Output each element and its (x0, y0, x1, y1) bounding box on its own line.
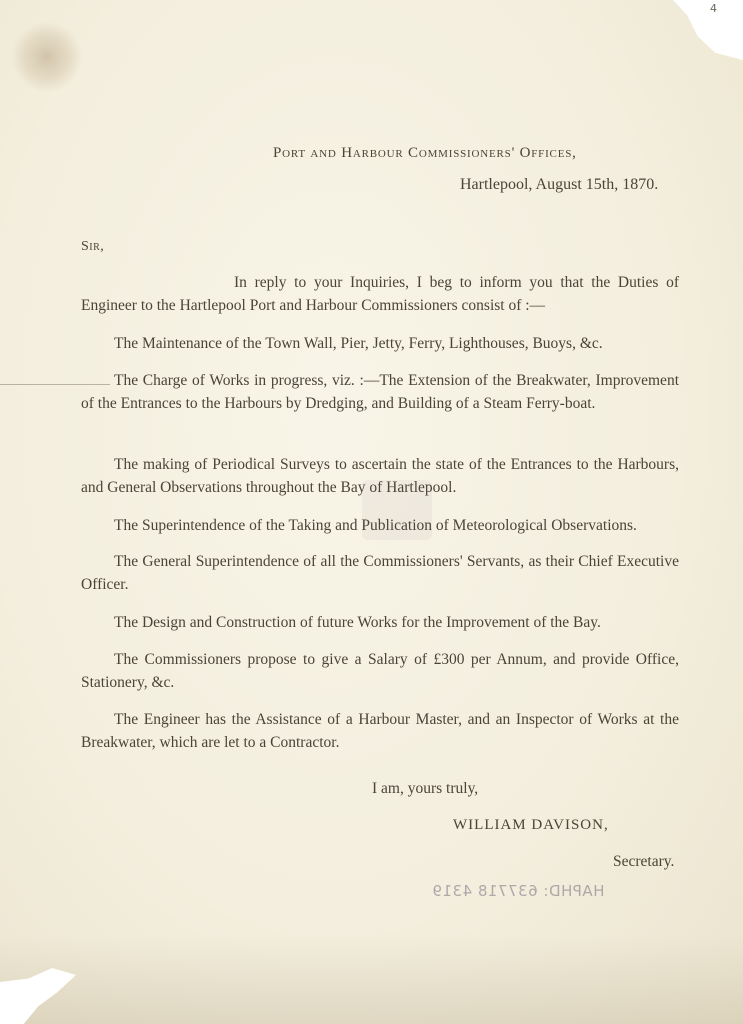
duty-paragraph: The Charge of Works in progress, viz. :—The Extension of the Breakwater, Improvement of the Entrances to the Harbours by Dredging, and Building of a Steam Ferry-boat. (81, 372, 679, 412)
duty-paragraph: The Superintendence of the Taking and Publication of Meteorological Observations. (114, 517, 637, 534)
duty-paragraph: The Maintenance of the Town Wall, Pier, Jetty, Ferry, Lighthouses, Buoys, &c. (114, 335, 603, 352)
closing: I am, yours truly, (372, 780, 479, 797)
letterhead: Port and Harbour Commissioners' Offices, (273, 145, 577, 161)
edge-discoloration (0, 934, 743, 1024)
page-number: 4 (710, 2, 717, 15)
salutation: Sir, (81, 239, 105, 254)
place-and-date: Hartlepool, August 15th, 1870. (460, 176, 659, 193)
water-stain (12, 22, 82, 92)
assistance-paragraph: The Engineer has the Assistance of a Harbour Master, and an Inspector of Works at the Breakwater, which are let to a Contractor. (81, 711, 679, 751)
archive-reference: HAPHD: 637718 4319 (432, 882, 605, 900)
salary-paragraph: The Commissioners propose to give a Salary of £300 per Annum, and provide Office, Stationery, &c. (81, 651, 679, 691)
duty-paragraph: The General Superintendence of all the Commissioners' Servants, as their Chief Executive Officer. (81, 553, 679, 593)
signer-title: Secretary. (613, 853, 675, 870)
intro-paragraph: In reply to your Inquiries, I beg to inform you that the Duties of Engineer to the Hartlepool Port and Harbour Commissioners consist of :— (81, 274, 679, 314)
duty-paragraph: The Design and Construction of future Works for the Improvement of the Bay. (114, 614, 601, 631)
duty-paragraph: The making of Periodical Surveys to ascertain the state of the Entrances to the Harbours, and General Observations throughout the Bay of Hartlepool. (81, 456, 679, 496)
signature-name: WILLIAM DAVISON, (453, 817, 609, 833)
torn-corner (673, 0, 743, 60)
